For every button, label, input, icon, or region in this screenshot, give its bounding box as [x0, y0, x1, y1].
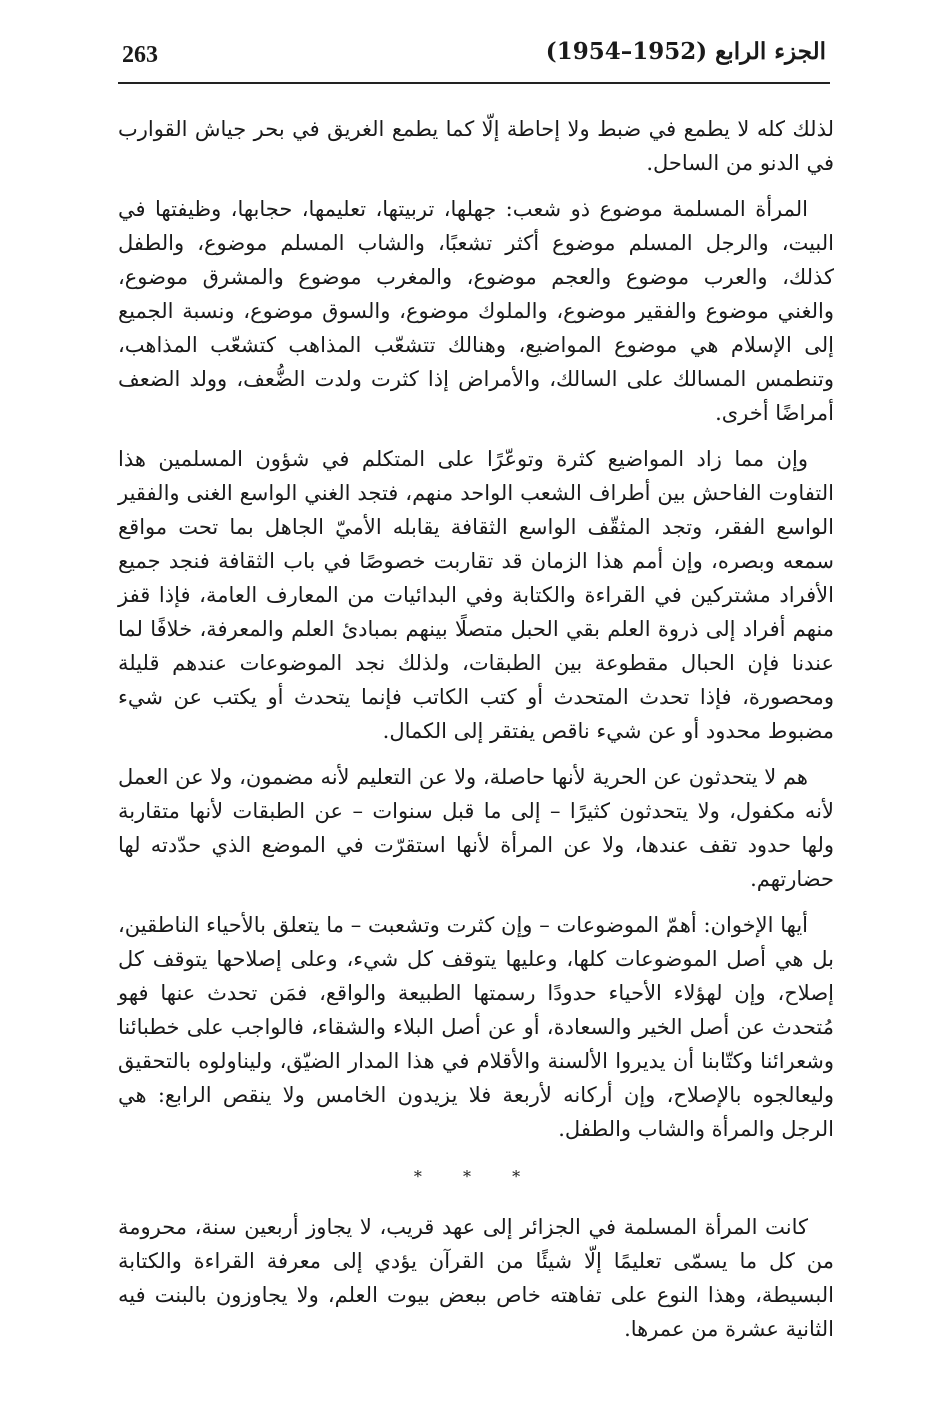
header-rule — [118, 82, 830, 84]
body-text — [118, 112, 834, 1358]
paragraph-5: أيها الإخوان: أهمّ الموضوعات – وإن كثرت وتشعبت – ما يتعلق بالأحياء الناطقين، بل هي أصل الموضوعات كلها، وعليها يتوقف كل شيء، وعلى إصلاحها يتوقف كل إصلاح، وإن لهؤلاء الأحياء حدودًا رسمتها الطبيعة والواقع، فمَن تحدث عنها فهو مُتحدث عن أصل الخير والسعادة، أو عن أصل البلاء والشقاء، فالواجب على خطبائنا وشعرائنا وكتّابنا أن يديروا الألسنة والأقلام في هذا المدار الضيّق، وليناولوه بالتحقيق وليعالجوه بالإصلاح، وإن أركانه لأربعة فلا يزيدون الخامس ولا ينقص الرابع: هي الرجل والمرأة والشاب والطفل. — [118, 913, 834, 1141]
paragraph-3: وإن مما زاد المواضيع كثرة وتوعّرًا على المتكلم في شؤون المسلمين هذا التفاوت الفاحش بين أطراف الشعب الواحد منهم، فتجد الغني الواسع الغنى والفقير الواسع الفقر، وتجد المثقّف الواسع الثقافة يقابله الأميّ الجاهل بما تحت مواقع سمعه وبصره، وإن أمم هذا الزمان قد تقاربت خصوصًا في باب الثقافة فنجد جميع الأفراد مشتركين في القراءة والكتابة وفي البدائيات من المعارف العامة، فإذا قفز منهم أفراد إلى ذروة العلم بقي الحبل متصلًا بينهم بمبادئ العلم والمعرفة، خلافًا لما عندنا فإن الحبال مقطوعة بين الطبقات، ولذلك نجد الموضوعات عندهم قليلة ومحصورة، فإذا تحدث المتحدث أو كتب الكاتب فإنما يتحدث أو يكتب عن شيء مضبوط محدود أو عن شيء ناقص يفتقر إلى الكمال. — [118, 447, 834, 743]
paragraph-2: المرأة المسلمة موضوع ذو شعب: جهلها، تربيتها، تعليمها، حجابها، وظيفتها في البيت، والرجل المسلم موضوع أكثر تشعبًا، والشاب المسلم موضوع، والطفل كذلك، والعرب موضوع والعجم موضوع، والمغرب موضوع والمشرق موضوع، والغني موضوع والفقير موضوع، والملوك موضوع، والسوق موضوع، ونسبة الجميع إلى الإسلام هي موضوع المواضيع، وهنالك تتشعّب المذاهب كتشعّب المذاهب، وتنطمس المسالك على السالك، والأمراض إذا كثرت ولدت الضُّعف، وولد الضعف أمراضًا أخرى. — [118, 197, 834, 425]
paragraph-1: لذلك كله لا يطمع في ضبط ولا إحاطة إلّا كما يطمع الغريق في بحر جياش القوارب في الدنو من الساحل. — [118, 117, 834, 175]
running-title: الجزء الرابع (1952–1954) — [545, 38, 826, 65]
page-header — [118, 38, 830, 84]
section-separator: * * * — [413, 1167, 539, 1186]
page-number: 263 — [122, 42, 158, 68]
paragraph-4: هم لا يتحدثون عن الحرية لأنها حاصلة، ولا عن التعليم لأنه مضمون، ولا عن العمل لأنه مكفول، ولا يتحدثون كثيرًا – إلى ما قبل سنوات – عن الطبقات لأنها متقاربة ولها حدود تقف عندها، ولا عن المرأة لأنها استقرّت في الموضع الذي حدّدته لها حضارتهم. — [118, 765, 835, 891]
paragraph-6: كانت المرأة المسلمة في الجزائر إلى عهد قريب، لا يجاوز أربعين سنة، محرومة من كل ما يسمّى تعليمًا إلّا شيئًا من القرآن يؤدي إلى معرفة القراءة والكتابة البسيطة، وهذا النوع على تفاهته خاص ببعض بيوت العلم، ولا يجاوزون بالبنت فيه الثانية عشرة من عمرها. — [118, 1215, 834, 1341]
